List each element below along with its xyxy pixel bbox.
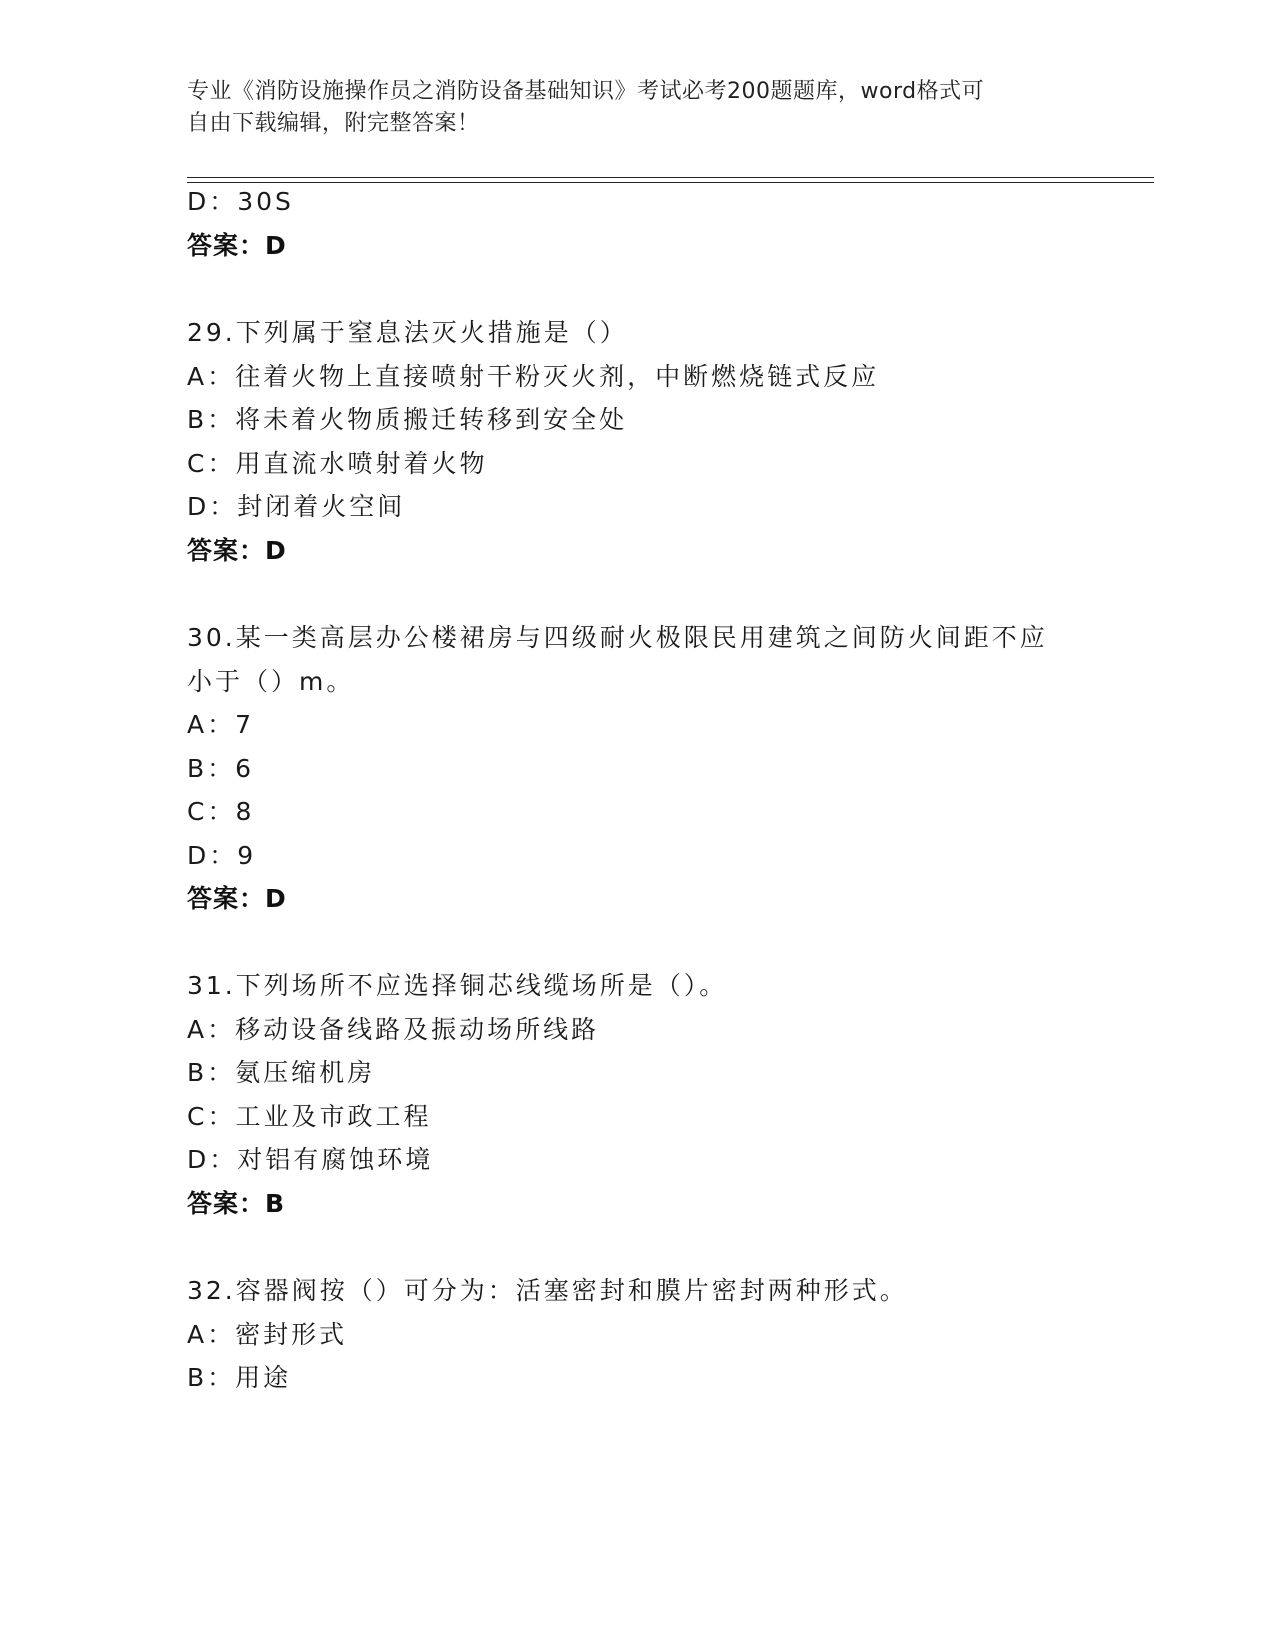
header-rule-bottom <box>187 182 1154 183</box>
header-line-2: 自由下载编辑，附完整答案！ <box>187 111 480 136</box>
prev-option-d: D：30S <box>187 187 294 216</box>
q32-option-a: A：密封形式 <box>187 1320 348 1349</box>
q31-answer: 答案：B <box>187 1189 286 1218</box>
q29-option-c: C：用直流水喷射着火物 <box>187 449 488 478</box>
q31-option-d: D：对铝有腐蚀环境 <box>187 1145 434 1174</box>
q32-option-b: B：用途 <box>187 1363 292 1392</box>
q30-option-a: A：7 <box>187 710 255 739</box>
header-line-1: 专业《消防设施操作员之消防设备基础知识》考试必考200题题库，word格式可 <box>187 79 985 104</box>
q30-option-b: B：6 <box>187 754 255 783</box>
q30-option-d: D：9 <box>187 841 257 870</box>
q31-option-c: C：工业及市政工程 <box>187 1102 432 1131</box>
q29-option-b: B：将未着火物质搬迁转移到安全处 <box>187 405 628 434</box>
q30-stem-line-1: 30.某一类高层办公楼裙房与四级耐火极限民用建筑之间防火间距不应 <box>187 623 1048 652</box>
q29-option-a: A：往着火物上直接喷射干粉灭火剂，中断燃烧链式反应 <box>187 362 880 391</box>
document-header <box>187 76 1087 140</box>
q30-stem-line-2: 小于（）m。 <box>187 667 355 696</box>
q30-option-c: C：8 <box>187 797 255 826</box>
q29-stem: 29.下列属于窒息法灭火措施是（） <box>187 318 628 347</box>
prev-answer: 答案：D <box>187 231 287 260</box>
q31-stem: 31.下列场所不应选择铜芯线缆场所是（）。 <box>187 971 728 1000</box>
q31-option-b: B：氨压缩机房 <box>187 1058 376 1087</box>
q29-option-d: D：封闭着火空间 <box>187 492 406 521</box>
q32-stem: 32.容器阀按（）可分为：活塞密封和膜片密封两种形式。 <box>187 1276 908 1305</box>
q29-answer: 答案：D <box>187 536 287 565</box>
q31-option-a: A：移动设备线路及振动场所线路 <box>187 1015 600 1044</box>
header-rule-top <box>187 177 1154 178</box>
q30-answer: 答案：D <box>187 884 287 913</box>
